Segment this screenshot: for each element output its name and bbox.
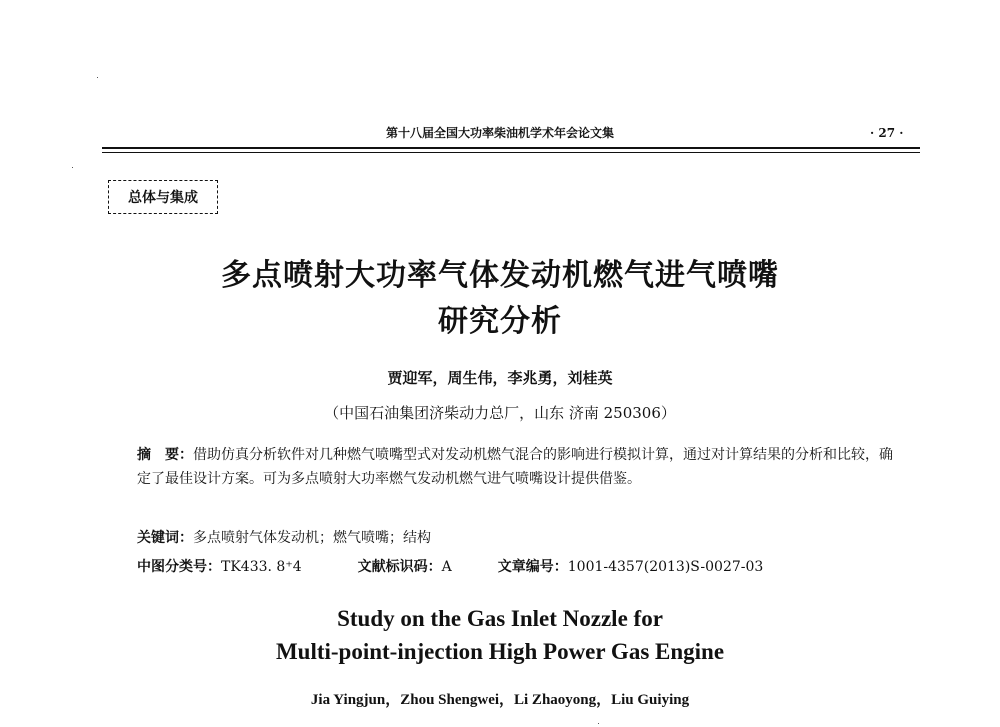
header-rule-thin	[102, 152, 920, 153]
clc-value: TK433. 8⁺4	[221, 559, 302, 575]
running-title: 第十八届全国大功率柴油机学术年会论文集	[385, 126, 614, 140]
title-en-line1: Study on the Gas Inlet Nozzle for	[337, 606, 663, 631]
scan-speck	[72, 167, 73, 168]
scan-speck	[598, 723, 599, 724]
authors-zh: 贾迎军，周生伟，李兆勇，刘桂英	[387, 369, 613, 387]
article-no-value: 1001-4357(2013)S-0027-03	[567, 559, 764, 575]
abstract-text: 借助仿真分析软件对几种燃气喷嘴型式对发动机燃气混合的影响进行模拟计算，通过对计算结果的分析和比较，确定了最佳设计方案。可为多点喷射大功率燃气发动机燃气进气喷嘴设计提供借鉴。	[137, 447, 893, 487]
abstract-label: 摘 要：	[137, 447, 193, 463]
keywords	[137, 527, 431, 547]
title-en-line2: Multi-point-injection High Power Gas Engine	[275, 639, 725, 664]
abstract	[137, 443, 895, 491]
header-rule-thick	[102, 147, 920, 149]
affiliation-zh: （中国石油集团济柴动力总厂，山东 济南 250306）	[324, 404, 676, 422]
scan-speck	[97, 77, 98, 78]
page-number: · 27 ·	[870, 126, 904, 140]
title-zh-line1: 多点喷射大功率气体发动机燃气进气喷嘴	[221, 258, 779, 293]
section-label: 总体与集成	[108, 180, 218, 214]
authors-en: Jia Yingjun，Zhou Shengwei，Li Zhaoyong，Liu Guiying	[310, 692, 690, 708]
classification-line	[137, 556, 763, 576]
keywords-text: 多点喷射气体发动机；燃气喷嘴；结构	[193, 530, 431, 546]
doc-code-value: A	[441, 559, 452, 575]
article-no-label: 文章编号：	[497, 559, 568, 575]
keywords-label: 关键词：	[137, 530, 193, 546]
doc-code-label: 文献标识码：	[357, 559, 442, 575]
clc-label: 中图分类号：	[137, 559, 221, 575]
title-zh-line2: 研究分析	[438, 304, 562, 339]
